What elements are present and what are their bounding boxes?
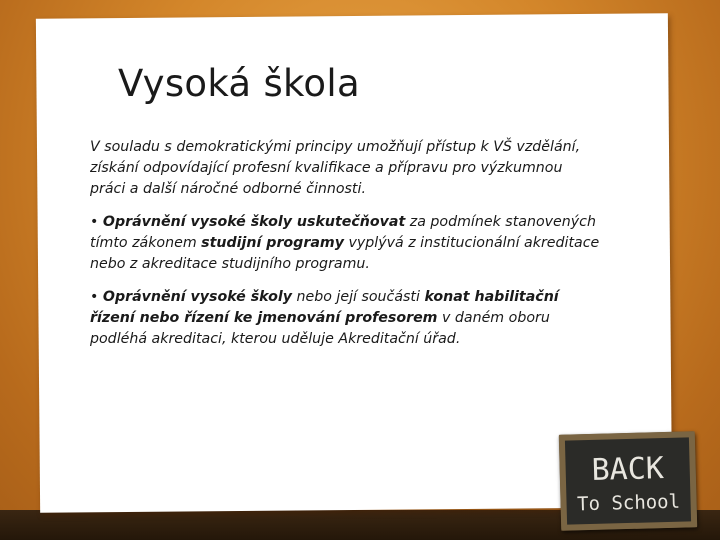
bullet-2-text-1: nebo její součásti [291,289,425,305]
bullet-1-text-2: vyplývá z institucionální akreditace nebo z akreditace studijního programu. [90,235,600,272]
bullet-1-text-1: za podmínek stanovených tímto zákonem [90,214,596,251]
back-to-school-chalkboard [559,431,697,531]
slide-body [90,137,600,362]
bullet-item-2 [90,287,600,350]
bullet-item-1 [90,212,600,275]
bullet-2-bold-2: konat habilitační řízení nebo řízení ke jmenování profesorem [90,289,559,326]
bullet-1-bold-1: Oprávnění vysoké školy uskutečňovat [102,214,406,230]
chalkboard-graphic [559,431,697,531]
bullet-2-bold-1: Oprávnění vysoké školy [102,289,292,305]
sign-line-1: BACK [591,451,665,488]
bullet-1-bold-2: studijní programy [201,235,344,251]
slide-title: Vysoká škola [118,62,360,105]
bullet-2-text-2: v daném oboru podléhá akreditaci, kterou uděluje Akreditační úřad. [90,310,550,347]
intro-paragraph: V souladu s demokratickými principy umožňují přístup k VŠ vzdělání, získání odpovídající profesní kvalifikace a přípravu pro výzkumnou práci a další náročné odborné činnosti. [90,139,581,197]
bullet-icon: • [90,214,99,230]
sign-line-2: To School [576,490,681,516]
bullet-icon: • [90,289,99,305]
